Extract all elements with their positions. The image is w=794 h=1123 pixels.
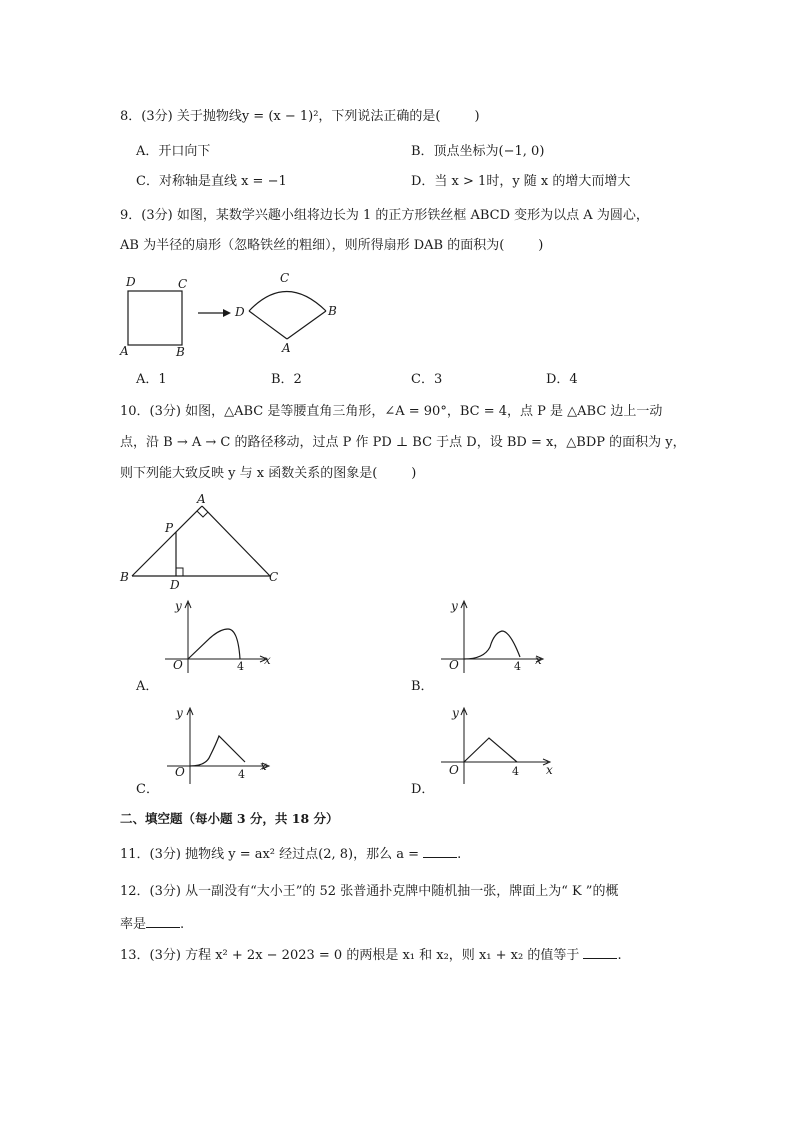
q9-figure	[110, 268, 370, 368]
q10-line3-end: )	[411, 466, 417, 481]
arrow-head-icon	[223, 309, 231, 317]
q9-option-a: A．1	[136, 372, 167, 387]
section-title-fill-in: 二、填空题（每小题 3 分，共 18 分）	[120, 811, 339, 826]
q11-line	[120, 845, 461, 864]
graph-b	[436, 595, 556, 680]
q8-option-d: D．当 x > 1时，y 随 x 的增大而增大	[411, 174, 631, 189]
tri-label-b: B	[120, 570, 129, 584]
q13-end: .	[617, 948, 622, 963]
q13-answer-blank[interactable]	[583, 946, 617, 959]
graph-c-origin: O	[175, 765, 185, 779]
q12-line2-end: .	[180, 917, 185, 932]
sector-radius-ad	[249, 311, 287, 339]
tri-label-d: D	[170, 578, 180, 592]
graph-a-y-label: y	[175, 599, 182, 613]
side-ac	[202, 506, 270, 576]
q9-line2-text: AB 为半径的扇形（忽略铁丝的粗细），则所得扇形 DAB 的面积为(	[120, 238, 505, 253]
q9-option-b: B．2	[271, 372, 302, 387]
graph-a-tick-4: 4	[237, 660, 244, 673]
graph-a-origin: O	[173, 658, 183, 672]
q10-line3-text: 则下列能大致反映 y 与 x 函数关系的图象是(	[120, 466, 378, 481]
square-abcd	[128, 291, 182, 345]
graph-b-y-label: y	[451, 599, 458, 613]
graph-a-curve	[188, 629, 240, 659]
q13-line	[120, 946, 622, 965]
q10-line1: 10．(3分) 如图，△ABC 是等腰直角三角形，∠A = 90°，BC = 4，点 P 是 △ABC 边上一动	[120, 404, 663, 419]
q12-line2	[120, 915, 184, 934]
graph-d-origin: O	[449, 763, 459, 777]
graph-a	[160, 595, 280, 680]
sector-arc	[249, 292, 326, 312]
sector-label-c: C	[280, 271, 290, 285]
q9-line2	[120, 237, 543, 255]
q12-line2-text: 率是	[120, 917, 147, 932]
sector-label-b: B	[328, 304, 337, 318]
sector-radius-ab	[287, 311, 326, 339]
q10-option-b: B．	[411, 679, 434, 694]
side-ba	[132, 506, 202, 576]
q10-option-c: C．	[136, 782, 159, 797]
q10-triangle-figure	[112, 488, 292, 592]
q9-line1: 9．(3分) 如图，某数学兴趣小组将边长为 1 的正方形铁丝框 ABCD 变形为以点 A 为圆心，	[120, 208, 649, 223]
q9-label-d: D	[126, 275, 136, 289]
graph-d-curve	[464, 738, 517, 762]
right-angle-mark-a	[197, 511, 208, 517]
graph-d	[436, 700, 556, 790]
q9-label-a: A	[120, 344, 129, 358]
graph-c-curve	[190, 736, 245, 766]
sector-label-a: A	[282, 341, 291, 355]
q9-line2-end: )	[538, 238, 544, 253]
q10-option-a: A．	[136, 679, 159, 694]
graph-c-y-label: y	[176, 706, 183, 720]
q10-line2: 点，沿 B → A → C 的路径移动，过点 P 作 PD ⊥ BC 于点 D，设 BD = x，△BDP 的面积为 y，	[120, 435, 686, 450]
graph-a-x-label: x	[264, 653, 271, 667]
q11-end: .	[457, 847, 462, 862]
q8-stem-end: )	[474, 109, 480, 124]
tri-label-p: P	[165, 521, 174, 535]
q8-stem-text: 8．(3分) 关于抛物线y = (x − 1)²，下列说法正确的是(	[120, 109, 441, 124]
sector-label-d: D	[235, 305, 245, 319]
q10-line3	[120, 465, 416, 483]
q9-label-b: B	[176, 345, 185, 359]
graph-d-y-label: y	[452, 706, 459, 720]
q12-answer-blank[interactable]	[146, 915, 180, 928]
graph-c-tick-4: 4	[238, 768, 245, 781]
q9-option-c: C．3	[411, 372, 443, 387]
graph-d-tick-4: 4	[512, 765, 519, 778]
graph-b-tick-4: 4	[514, 660, 521, 673]
q12-line1: 12．(3分) 从一副没有“大小王”的 52 张普通扑克牌中随机抽一张，牌面上为“ K ”的概	[120, 884, 619, 899]
q11-text: 11．(3分) 抛物线 y = ax² 经过点(2, 8)，那么 a =	[120, 847, 420, 862]
q9-label-c: C	[178, 277, 188, 291]
q13-text: 13．(3分) 方程 x² + 2x − 2023 = 0 的两根是 x₁ 和 x₂，则 x₁ + x₂ 的值等于	[120, 948, 580, 963]
tri-label-c: C	[269, 570, 279, 584]
graph-c-x-label: x	[260, 759, 267, 773]
q11-answer-blank[interactable]	[423, 845, 457, 858]
q8-option-a: A．开口向下	[136, 144, 211, 159]
graph-b-x-label: x	[535, 653, 542, 667]
q10-option-d: D．	[411, 782, 435, 797]
q8-option-c: C．对称轴是直线 x = −1	[136, 174, 287, 189]
q8-stem	[120, 108, 480, 126]
right-angle-mark-d	[176, 568, 183, 576]
graph-d-x-label: x	[546, 763, 553, 777]
q9-option-d: D．4	[546, 372, 578, 387]
q8-option-b: B．顶点坐标为(−1, 0)	[411, 144, 545, 159]
graph-b-origin: O	[449, 658, 459, 672]
graph-b-curve	[464, 631, 520, 659]
tri-label-a: A	[197, 492, 206, 506]
graph-c	[162, 700, 282, 790]
